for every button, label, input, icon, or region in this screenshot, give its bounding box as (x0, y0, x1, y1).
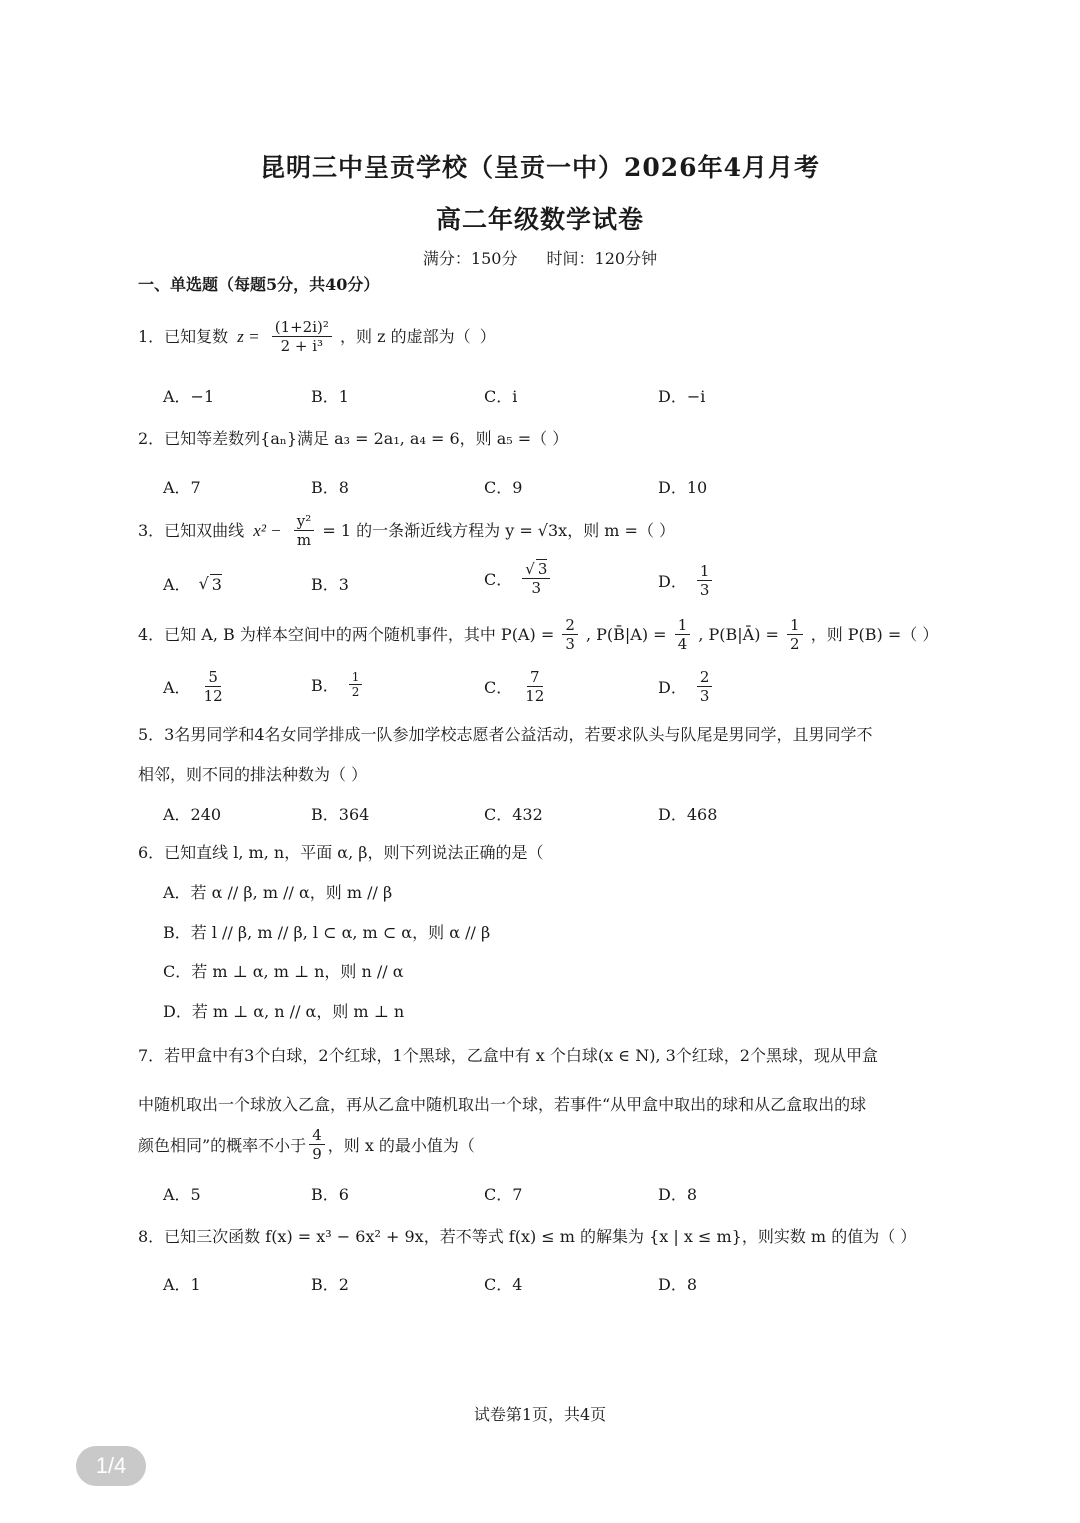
q3-option-c-fraction (522, 560, 550, 597)
q4-fraction-1 (562, 616, 578, 653)
q1-denominator: 2 + i³ (280, 337, 324, 355)
q4-option-c-fraction (522, 668, 547, 705)
q2-option-c[interactable]: C．9 (484, 478, 523, 497)
q4-prefix: 4．已知 A, B 为样本空间中的两个随机事件，其中 P(A) = (138, 624, 555, 644)
q3-option-c-radicand: 3 (537, 560, 548, 578)
q1-prefix: 1．已知复数 (138, 326, 229, 346)
q4-suffix: ，则 P(B) =（ ） (810, 624, 939, 644)
q4-option-a-label: A． (163, 678, 191, 697)
q3-option-c-label: C． (484, 570, 513, 589)
q3-option-d-denominator: 3 (699, 581, 710, 599)
q4-fraction-3-den: 2 (790, 635, 800, 653)
q4-mid-1: , P(B̄|A) = (585, 624, 667, 644)
page-indicator[interactable]: 1/4 (76, 1446, 146, 1486)
q1-option-d[interactable]: D．−i (658, 387, 706, 406)
q4-fraction-2-num: 1 (675, 616, 691, 635)
q6-option-b[interactable]: B．若 l // β, m // β, l ⊂ α, m ⊂ α，则 α // β (163, 923, 491, 942)
q1-suffix: ，则 z 的虚部为（ (339, 326, 471, 346)
question-5-line-1: 5．3名男同学和4名女同学排成一队参加学校志愿者公益活动，若要求队头与队尾是男同学，且男同学不 (138, 725, 873, 744)
q3-option-d-fraction (697, 562, 713, 599)
q3-option-b[interactable]: B．3 (311, 575, 349, 594)
q7-option-c[interactable]: C．7 (484, 1185, 523, 1204)
q5-option-b[interactable]: B．364 (311, 805, 370, 824)
sqrt-symbol: √ (198, 574, 209, 593)
q7-fraction-num: 4 (309, 1126, 325, 1145)
q3-fraction (294, 512, 315, 549)
q1-numerator: (1+2i)² (272, 318, 332, 337)
q3-option-a[interactable] (163, 572, 222, 595)
q3-suffix: = 1 的一条渐近线方程为 y = √3x，则 m =（ ） (322, 520, 676, 540)
q3-option-d[interactable] (658, 562, 715, 599)
q3-option-a-value: 3 (211, 574, 222, 594)
sqrt-symbol: √ (525, 560, 535, 578)
q4-option-a[interactable] (163, 668, 229, 705)
q6-option-a[interactable]: A．若 α // β, m // α，则 m // β (163, 883, 393, 902)
q4-option-d[interactable] (658, 668, 715, 705)
q4-option-b[interactable] (311, 670, 365, 699)
exam-meta (0, 246, 1080, 269)
q2-option-b[interactable]: B．8 (311, 478, 349, 497)
q4-option-d-num: 2 (697, 668, 713, 687)
question-1 (138, 318, 496, 355)
exam-title: 昆明三中呈贡学校（呈贡一中）2026年4月月考 (260, 153, 820, 182)
q3-prefix: 3．已知双曲线 (138, 520, 245, 540)
q4-option-a-fraction (201, 668, 226, 705)
question-2: 2．已知等差数列{aₙ}满足 a₃ = 2a₁, a₄ = 6，则 a₅ =（ ） (138, 429, 569, 448)
q3-denominator: m (296, 531, 312, 549)
q1-option-a[interactable]: A．−1 (163, 387, 215, 406)
q4-option-b-fraction (349, 670, 363, 699)
q4-option-c-num: 7 (527, 668, 543, 687)
q4-option-d-label: D． (658, 678, 687, 697)
q3-numerator: y² (294, 512, 315, 531)
full-score: 满分：150分 (422, 249, 518, 268)
question-6: 6．已知直线 l, m, n，平面 α, β，则下列说法正确的是（ (138, 843, 544, 862)
q4-option-b-den: 2 (351, 685, 360, 699)
q4-option-d-den: 3 (699, 687, 710, 705)
q3-option-c[interactable] (484, 560, 553, 597)
q8-option-d[interactable]: D．8 (658, 1275, 698, 1294)
q3-option-d-numerator: 1 (697, 562, 713, 581)
question-7-line-2: 中随机取出一个球放入乙盒，再从乙盒中随机取出一个球，若事件“从甲盒中取出的球和从乙盒取出的球 (138, 1095, 867, 1114)
q7-option-b[interactable]: B．6 (311, 1185, 349, 1204)
q4-fraction-1-den: 3 (565, 635, 575, 653)
q8-option-a[interactable]: A．1 (163, 1275, 201, 1294)
q7-fraction-den: 9 (312, 1145, 322, 1163)
q7-option-d[interactable]: D．8 (658, 1185, 698, 1204)
question-3 (138, 512, 675, 549)
q3-option-a-label: A． (163, 575, 191, 594)
q4-fraction-2 (675, 616, 691, 653)
q1-fraction (272, 318, 332, 355)
q4-option-a-den: 12 (203, 687, 223, 705)
section-title: 一、单选题（每题5分，共40分） (138, 275, 380, 294)
page-footer: 试卷第1页，共4页 (473, 1405, 607, 1424)
q4-fraction-2-den: 4 (677, 635, 688, 653)
q7-fraction (309, 1126, 325, 1163)
q5-option-c[interactable]: C．432 (484, 805, 543, 824)
q1-paren: ） (479, 326, 496, 346)
q4-option-d-fraction (697, 668, 713, 705)
q4-option-a-num: 5 (205, 668, 221, 687)
question-4 (138, 616, 938, 653)
q1-option-b[interactable]: B．1 (311, 387, 349, 406)
q1-option-c[interactable]: C．i (484, 387, 518, 406)
q7-option-a[interactable]: A．5 (163, 1185, 201, 1204)
q5-option-d[interactable]: D．468 (658, 805, 718, 824)
question-7-line-3 (138, 1126, 475, 1163)
q8-option-b[interactable]: B．2 (311, 1275, 349, 1294)
question-7-line-1: 7．若甲盒中有3个白球，2个红球，1个黑球，乙盒中有 x 个白球(x ∈ N), 3个红球，2个黑球，现从甲盒 (138, 1046, 878, 1065)
q4-option-b-num: 1 (349, 670, 363, 685)
q4-fraction-3-num: 1 (787, 616, 803, 635)
q4-option-c-den: 12 (525, 687, 545, 705)
q6-option-c[interactable]: C．若 m ⊥ α, m ⊥ n，则 n // α (163, 962, 404, 981)
q2-option-a[interactable]: A．7 (163, 478, 201, 497)
q4-option-c-label: C． (484, 678, 513, 697)
exam-subtitle: 高二年级数学试卷 (435, 205, 644, 234)
q4-fraction-1-num: 2 (562, 616, 578, 635)
question-8: 8．已知三次函数 f(x) = x³ − 6x² + 9x，若不等式 f(x) ≤ m 的解集为 {x | x ≤ m}，则实数 m 的值为（ ） (138, 1227, 917, 1246)
q3-option-c-denominator: 3 (531, 579, 542, 597)
q7-line3-suffix: ，则 x 的最小值为（ (327, 1136, 475, 1155)
q4-mid-2: , P(B|Ā) = (698, 624, 779, 644)
question-5-line-2: 相邻，则不同的排法种数为（ ） (138, 765, 368, 784)
q3-x2: x² − (253, 520, 282, 540)
q7-line3-prefix: 颜色相同”的概率不小于 (138, 1136, 307, 1155)
q1-z-eq: z = (237, 326, 260, 346)
q4-fraction-3 (787, 616, 803, 653)
q8-option-c[interactable]: C．4 (484, 1275, 523, 1294)
q3-option-c-numerator (522, 560, 550, 579)
q2-option-d[interactable]: D．10 (658, 478, 708, 497)
q3-option-d-label: D． (658, 572, 687, 591)
q6-option-d[interactable]: D．若 m ⊥ α, n // α，则 m ⊥ n (163, 1002, 405, 1021)
exam-time: 时间：120分钟 (546, 249, 658, 268)
q4-option-c[interactable] (484, 668, 550, 705)
q4-option-b-label: B． (311, 676, 339, 695)
q5-option-a[interactable]: A．240 (163, 805, 222, 824)
